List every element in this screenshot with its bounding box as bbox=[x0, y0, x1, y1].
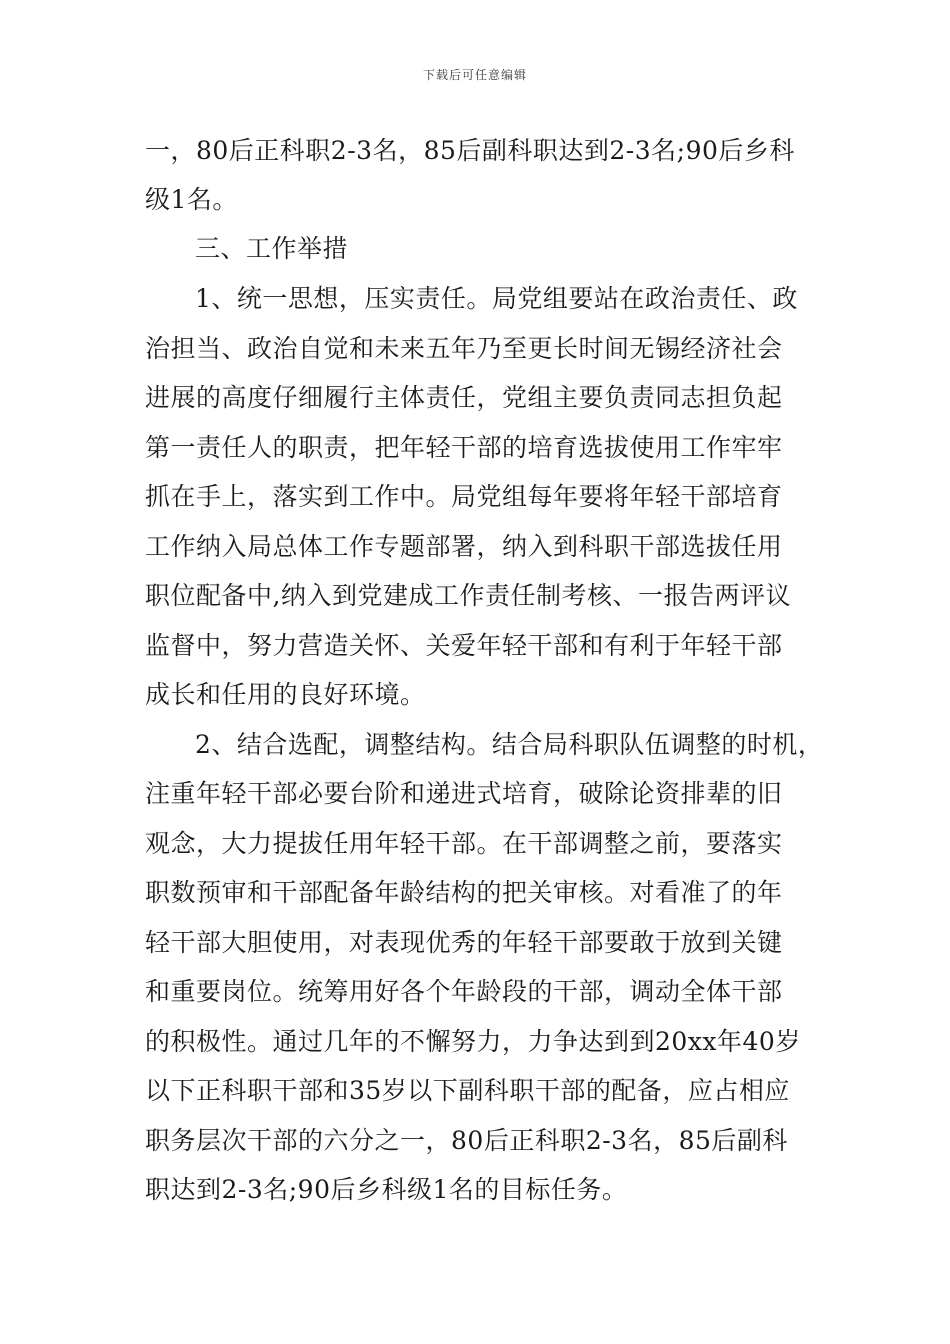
section-heading: 三、工作举措 bbox=[195, 234, 349, 263]
body-line: 观念，大力提拔任用年轻干部。在干部调整之前，要落实 bbox=[145, 829, 783, 858]
body-line: 和重要岗位。统筹用好各个年龄段的干部，调动全体干部 bbox=[145, 977, 783, 1006]
body-line: 2、结合选配，调整结构。结合局科职队伍调整的时机， bbox=[195, 730, 824, 759]
body-line: 第一责任人的职责，把年轻干部的培育选拔使用工作牢牢 bbox=[145, 433, 783, 462]
body-line: 治担当、政治自觉和未来五年乃至更长时间无锡经济社会 bbox=[145, 334, 783, 363]
body-line: 抓在手上，落实到工作中。局党组每年要将年轻干部培育 bbox=[145, 482, 783, 511]
body-line: 职务层次干部的六分之一，80后正科职2-3名，85后副科 bbox=[145, 1126, 788, 1155]
page-header: 下载后可任意编辑 bbox=[422, 68, 527, 82]
body-line: 进展的高度仔细履行主体责任，党组主要负责同志担负起 bbox=[145, 383, 783, 412]
body-line: 一，80后正科职2-3名，85后副科职达到2-3名;90后乡科 bbox=[145, 136, 795, 165]
body-line: 成长和任用的良好环境。 bbox=[145, 680, 426, 709]
body-line: 以下正科职干部和35岁以下副科职干部的配备，应占相应 bbox=[145, 1076, 790, 1105]
body-line: 工作纳入局总体工作专题部署，纳入到科职干部选拔任用 bbox=[145, 532, 783, 561]
body-line: 职达到2-3名;90后乡科级1名的目标任务。 bbox=[145, 1175, 628, 1204]
body-line: 级1名。 bbox=[145, 185, 238, 214]
body-line: 轻干部大胆使用，对表现优秀的年轻干部要敢于放到关键 bbox=[145, 928, 783, 957]
body-line: 的积极性。通过几年的不懈努力，力争达到到20xx年40岁 bbox=[145, 1027, 801, 1056]
body-line: 1、统一思想，压实责任。局党组要站在政治责任、政 bbox=[195, 284, 798, 313]
body-line: 监督中，努力营造关怀、关爱年轻干部和有利于年轻干部 bbox=[145, 631, 783, 660]
body-line: 注重年轻干部必要台阶和递进式培育，破除论资排辈的旧 bbox=[145, 779, 783, 808]
body-line: 职数预审和干部配备年龄结构的把关审核。对看准了的年 bbox=[145, 878, 783, 907]
body-line: 职位配备中,纳入到党建成工作责任制考核、一报告两评议 bbox=[145, 581, 791, 610]
